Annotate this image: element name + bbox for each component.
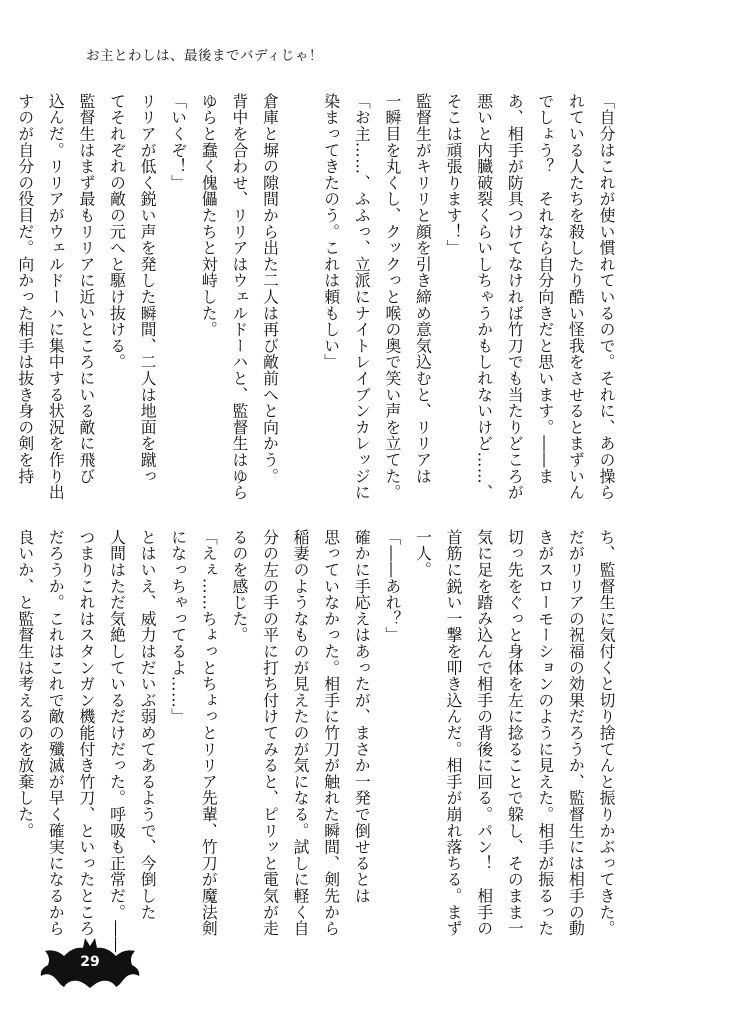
text-line: だろうか。これはこれで敵の殲滅が早く確実になるから bbox=[46, 529, 66, 937]
text-line: 「――あれ？」 bbox=[382, 529, 402, 644]
text-line: すのが自分の役目だ。向かった相手は抜き身の剣を持 bbox=[15, 93, 35, 485]
text-line: れている人たちを殺したり酷い怪我をさせるとまずいん bbox=[566, 93, 586, 501]
text-line: 確かに手応えはあったが、まさか一発で倒せるとは bbox=[352, 529, 372, 904]
text-line: でしょう？ それなら自分向きだと思います。――ま bbox=[535, 93, 555, 485]
text-line: 悪いと内臓破裂くらいしちゃうかもしれないけど……、 bbox=[474, 93, 494, 501]
text-line: 「えぇ……ちょっとちょっとリリア先輩、竹刀が魔法剣 bbox=[199, 529, 219, 937]
text-line bbox=[284, 93, 315, 498]
text-block-lower bbox=[9, 529, 621, 953]
text-line: てそれぞれの敵の元へと駆け抜ける。 bbox=[107, 93, 127, 371]
text-line: 倉庫と塀の隙間から出た二人は再び敵前へと向かう。 bbox=[260, 93, 280, 485]
running-header: お主とわしは、最後までバディじゃ！ bbox=[86, 48, 323, 64]
text-line: 「自分はこれが使い慣れているので。それに、あの操ら bbox=[597, 93, 616, 501]
text-line: ゆらと蠢く傀儡たちと対峙した。 bbox=[199, 93, 219, 338]
text-line: 「いくぞ！」 bbox=[168, 93, 188, 191]
text-line: 「お主……、ふふっ、立派にナイトレイブンカレッジに bbox=[352, 93, 372, 501]
text-line: 一人。 bbox=[413, 529, 433, 578]
text-line: 稲妻のようなものが見えたのが気になる。試しに軽く自 bbox=[291, 529, 311, 937]
text-line: 一瞬目を丸くし、クックっと喉の奥で笑い声を立てた。 bbox=[382, 93, 402, 501]
page-number: 29 bbox=[80, 954, 100, 970]
text-line: 気に足を踏み込んで相手の背後に回る。パン！ 相手の bbox=[474, 529, 494, 937]
text-line: 切っ先をぐっと身体を左に捻ることで躱し、そのまま一 bbox=[505, 529, 525, 937]
text-line: きがスローモーションのように見えた。相手が振るった bbox=[535, 529, 555, 937]
text-line: 思っていなかった。相手に竹刀が触れた瞬間、剣先から bbox=[321, 529, 341, 937]
text-line: 込んだ。リリアがウェルドーハに集中する状況を作り出 bbox=[46, 93, 66, 501]
text-line: 染まってきたのう。これは頼もしい」 bbox=[321, 93, 341, 371]
text-line: 監督生がキリリと顔を引き締め意気込むと、リリアは bbox=[413, 93, 433, 485]
text-line: 人間はただ気絶しているだけだった。呼吸も正常だ。―― bbox=[107, 529, 127, 953]
text-line: になっちゃってるよ……」 bbox=[168, 529, 188, 725]
text-line: ち、監督生に気付くと切り捨てんと振りかぶってきた。 bbox=[597, 529, 616, 937]
text-line: 良いか、と監督生は考えるのを放棄した。 bbox=[15, 529, 35, 839]
text-line: だがリリアの祝福の効果だろうか、監督生には相手の動 bbox=[566, 529, 586, 937]
text-line: そこは頑張ります！」 bbox=[444, 93, 464, 256]
text-line: 分の左の手の平に打ち付けてみると、ピリッと電気が走 bbox=[260, 529, 280, 937]
text-line: るのを感じた。 bbox=[229, 529, 249, 644]
text-block-upper bbox=[9, 93, 621, 501]
text-line: 監督生はまず最もリリアに近いところにいる敵に飛び bbox=[76, 93, 96, 485]
text-line: あ、相手が防具つけてなければ竹刀でも当たりどころが bbox=[505, 93, 525, 501]
text-line: つまりこれはスタンガン機能付き竹刀、といったところ bbox=[76, 529, 96, 937]
text-line: 背中を合わせ、リリアはウェルドーハと、監督生はゆら bbox=[229, 93, 249, 501]
text-line: とはいえ、威力はだいぶ弱めてあるようで、今倒した bbox=[138, 529, 158, 921]
text-line: リリアが低く鋭い声を発した瞬間、二人は地面を蹴っ bbox=[138, 93, 158, 485]
text-line: 首筋に鋭い一撃を叩き込んだ。相手が崩れ落ちる。まず bbox=[444, 529, 464, 937]
bat-emblem bbox=[40, 934, 140, 990]
